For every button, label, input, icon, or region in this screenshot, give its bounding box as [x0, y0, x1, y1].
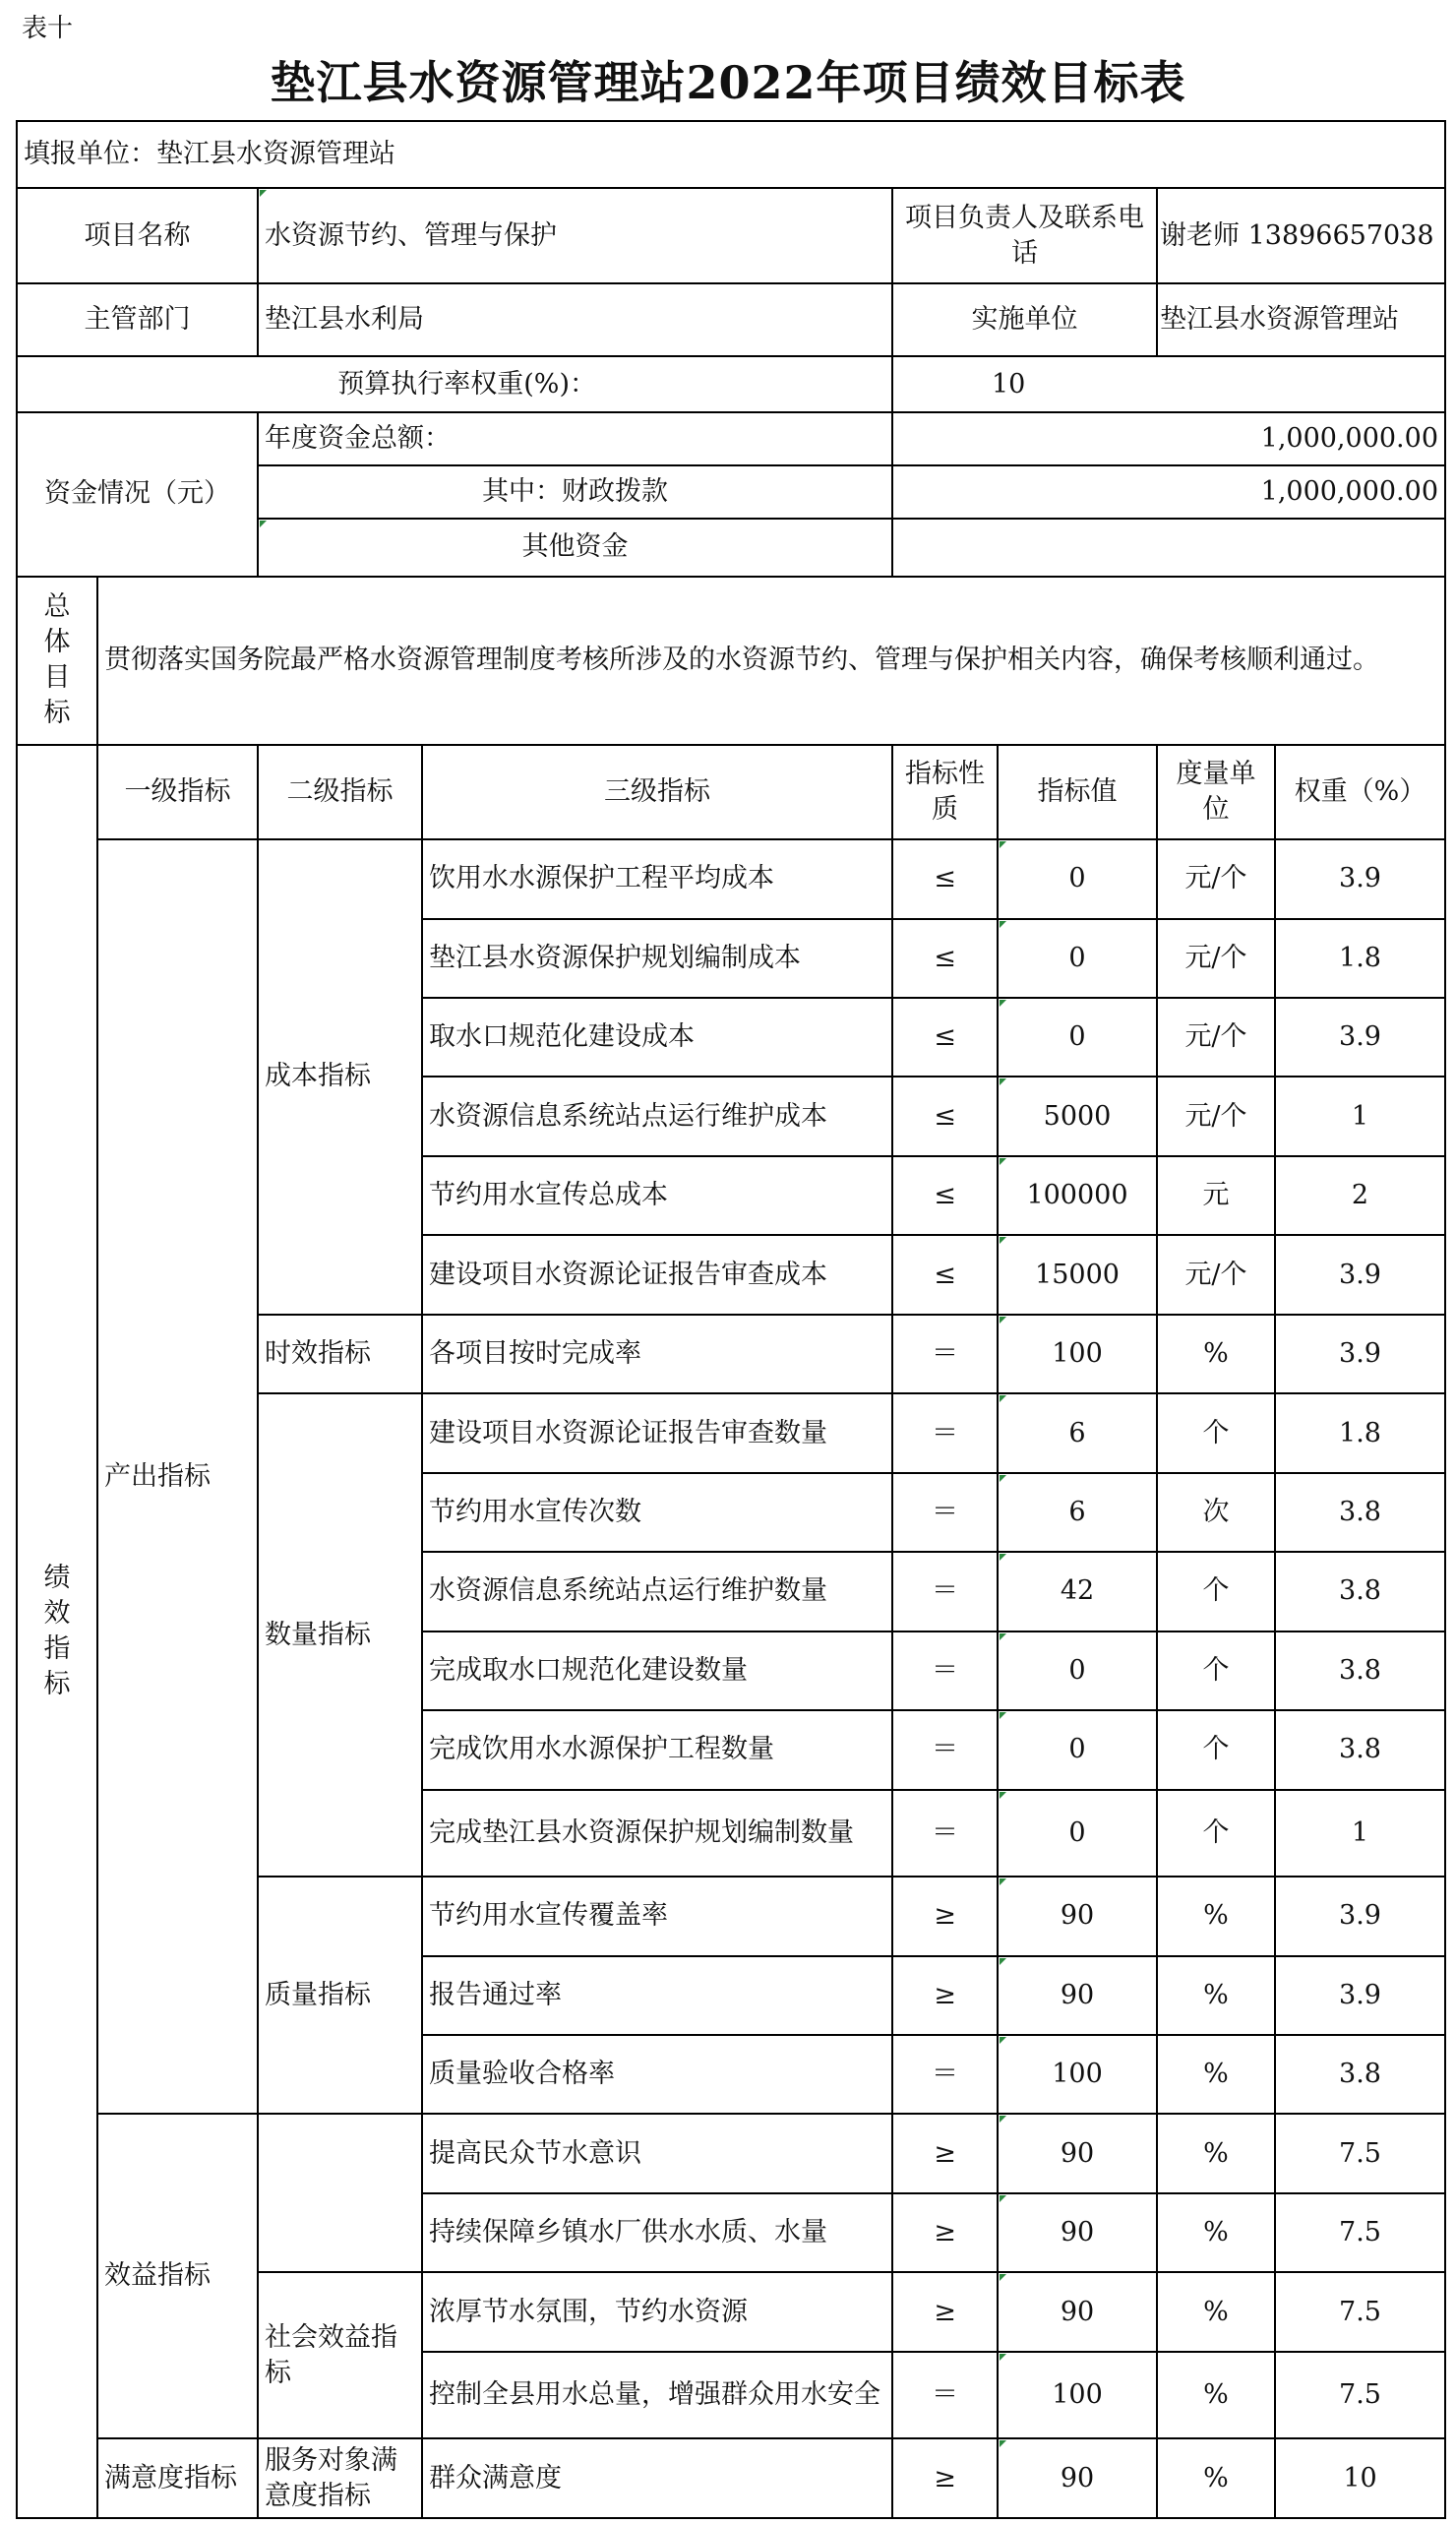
indicator-unit: 元: [1157, 1156, 1275, 1235]
indicator-value: 90: [998, 1877, 1157, 1955]
funds-label-text: 资金情况（元）: [44, 478, 230, 510]
indicator-name: 提高民众节水意识: [422, 2114, 892, 2192]
funds-fiscal-label: 其中：财政拨款: [258, 465, 892, 519]
indicator-weight: 7.5: [1275, 2352, 1445, 2439]
indicator-nature: ≥: [892, 1877, 998, 1955]
indicator-weight: 1: [1275, 1077, 1445, 1155]
indicator-value: 90: [998, 2438, 1157, 2518]
indicator-name: 持续保障乡镇水厂供水水质、水量: [422, 2193, 892, 2272]
group-benefit-blank: [258, 2114, 422, 2272]
indicator-name: 完成取水口规范化建设数量: [422, 1631, 892, 1710]
indicator-unit: 元/个: [1157, 919, 1275, 998]
indicator-name: 控制全县用水总量，增强群众用水安全: [422, 2352, 892, 2439]
indicator-unit: %: [1157, 2438, 1275, 2518]
indicator-value: 0: [998, 1790, 1157, 1878]
indicator-unit: 个: [1157, 1710, 1275, 1789]
indicator-nature: ＝: [892, 1393, 998, 1472]
group-service: 服务对象满意度指标: [258, 2438, 422, 2518]
indicator-weight: 10: [1275, 2438, 1445, 2518]
funds-total-label: 年度资金总额：: [258, 412, 892, 465]
indicator-value: 6: [998, 1393, 1157, 1472]
table-row: [17, 2114, 1445, 2192]
group-satisfaction: 满意度指标: [97, 2438, 258, 2518]
indicator-nature: ≤: [892, 919, 998, 998]
indicator-unit: %: [1157, 1315, 1275, 1393]
budget-weight-value: 10: [892, 356, 1445, 411]
indicator-nature: ≥: [892, 2438, 998, 2518]
indicator-nature: ≤: [892, 1235, 998, 1314]
group-quantity: 数量指标: [258, 1393, 422, 1877]
project-name-label: 项目名称: [17, 188, 258, 283]
indicator-nature: ≥: [892, 2272, 998, 2351]
indicator-name: 浓厚节水氛围，节约水资源: [422, 2272, 892, 2351]
dept-value: 垫江县水利局: [258, 283, 892, 356]
indicator-weight: 1.8: [1275, 919, 1445, 998]
table-row: [17, 839, 1445, 918]
indicator-weight: 3.8: [1275, 1710, 1445, 1789]
indicator-nature: ＝: [892, 1790, 998, 1878]
indicator-value: 6: [998, 1473, 1157, 1552]
indicator-unit: 个: [1157, 1393, 1275, 1472]
indicator-value: 0: [998, 839, 1157, 918]
indicator-unit: 个: [1157, 1552, 1275, 1631]
overall-goal-label: [17, 577, 97, 745]
indicator-nature: ≤: [892, 1156, 998, 1235]
indicator-unit: 个: [1157, 1631, 1275, 1710]
indicator-value: 0: [998, 1710, 1157, 1789]
indicator-name: 水资源信息系统站点运行维护成本: [422, 1077, 892, 1155]
indicator-value: 90: [998, 2272, 1157, 2351]
indicator-name: 饮用水水源保护工程平均成本: [422, 839, 892, 918]
indicator-nature: ≥: [892, 1956, 998, 2035]
indicator-value: 100: [998, 2035, 1157, 2114]
funds-fiscal-value: 1,000,000.00: [892, 465, 1445, 519]
header-level2: 二级指标: [258, 745, 422, 840]
indicator-unit: %: [1157, 2193, 1275, 2272]
indicator-nature: ＝: [892, 2352, 998, 2439]
indicator-weight: 1: [1275, 1790, 1445, 1878]
overall-goal-text: 贯彻落实国务院最严格水资源管理制度考核所涉及的水资源节约、管理与保护相关内容，确保考核顺利通过。: [97, 577, 1445, 745]
indicator-value: 0: [998, 1631, 1157, 1710]
indicator-nature: ＝: [892, 1473, 998, 1552]
header-unit: 度量单位: [1157, 745, 1275, 840]
indicator-value: 15000: [998, 1235, 1157, 1314]
indicator-nature: ＝: [892, 2035, 998, 2114]
indicator-name: 垫江县水资源保护规划编制成本: [422, 919, 892, 998]
indicator-value: 42: [998, 1552, 1157, 1631]
indicator-nature: ＝: [892, 1315, 998, 1393]
indicator-nature: ≥: [892, 2114, 998, 2192]
indicator-name: 完成饮用水水源保护工程数量: [422, 1710, 892, 1789]
performance-indicators-label: [17, 745, 97, 2518]
indicator-weight: 3.9: [1275, 839, 1445, 918]
indicator-name: 建设项目水资源论证报告审查成本: [422, 1235, 892, 1314]
page-title: 垫江县水资源管理站2022年项目绩效目标表: [270, 56, 1186, 109]
impl-value: 垫江县水资源管理站: [1157, 283, 1445, 356]
indicator-weight: 1.8: [1275, 1393, 1445, 1472]
indicator-weight: 3.9: [1275, 1877, 1445, 1955]
indicator-name: 质量验收合格率: [422, 2035, 892, 2114]
budget-weight-label: 预算执行率权重(%)：: [17, 356, 892, 411]
indicator-nature: ＝: [892, 1631, 998, 1710]
indicator-nature: ≤: [892, 1077, 998, 1155]
overall-goal-label-text: 总体目标: [43, 591, 71, 729]
performance-goal-table: [16, 120, 1446, 2519]
indicator-weight: 3.9: [1275, 1315, 1445, 1393]
indicator-weight: 3.8: [1275, 1473, 1445, 1552]
funds-total-value: 1,000,000.00: [892, 412, 1445, 465]
indicator-name: 各项目按时完成率: [422, 1315, 892, 1393]
indicator-name: 建设项目水资源论证报告审查数量: [422, 1393, 892, 1472]
indicator-name: 水资源信息系统站点运行维护数量: [422, 1552, 892, 1631]
indicator-weight: 7.5: [1275, 2114, 1445, 2192]
header-nature: 指标性质: [892, 745, 998, 840]
indicator-weight: 2: [1275, 1156, 1445, 1235]
indicator-weight: 7.5: [1275, 2193, 1445, 2272]
indicator-value: 0: [998, 919, 1157, 998]
indicator-weight: 3.8: [1275, 2035, 1445, 2114]
indicator-unit: 个: [1157, 1790, 1275, 1878]
indicator-nature: ≤: [892, 998, 998, 1077]
indicator-nature: ≤: [892, 839, 998, 918]
indicator-name: 报告通过率: [422, 1956, 892, 2035]
indicator-weight: 3.9: [1275, 998, 1445, 1077]
indicator-value: 5000: [998, 1077, 1157, 1155]
group-time: 时效指标: [258, 1315, 422, 1393]
table-number-label: 表十: [22, 14, 74, 43]
indicator-value: 90: [998, 1956, 1157, 2035]
indicator-weight: 3.8: [1275, 1631, 1445, 1710]
indicator-nature: ≥: [892, 2193, 998, 2272]
project-leader-label: 项目负责人及联系电话: [892, 188, 1157, 283]
group-quality: 质量指标: [258, 1877, 422, 2114]
indicator-name: 节约用水宣传总成本: [422, 1156, 892, 1235]
indicator-unit: %: [1157, 2114, 1275, 2192]
indicator-unit: %: [1157, 1877, 1275, 1955]
funds-other-value: [892, 519, 1445, 576]
project-name-value: 水资源节约、管理与保护: [258, 188, 892, 283]
fill-unit: 填报单位：垫江县水资源管理站: [17, 121, 1445, 188]
indicator-value: 0: [998, 998, 1157, 1077]
indicator-name: 完成垫江县水资源保护规划编制数量: [422, 1790, 892, 1878]
group-social: 社会效益指标: [258, 2272, 422, 2438]
indicator-unit: 次: [1157, 1473, 1275, 1552]
indicator-unit: %: [1157, 2352, 1275, 2439]
group-cost: 成本指标: [258, 839, 422, 1315]
project-leader-value: 谢老师 13896657038: [1157, 188, 1445, 283]
performance-indicators-label-text: 绩效指标: [43, 1562, 71, 1699]
indicator-nature: ＝: [892, 1552, 998, 1631]
indicator-name: 节约用水宣传次数: [422, 1473, 892, 1552]
header-level1: 一级指标: [97, 745, 258, 840]
indicator-unit: %: [1157, 1956, 1275, 2035]
indicator-unit: %: [1157, 2272, 1275, 2351]
indicator-unit: %: [1157, 2035, 1275, 2114]
dept-label: 主管部门: [17, 283, 258, 356]
indicator-weight: 7.5: [1275, 2272, 1445, 2351]
group-benefit: 效益指标: [97, 2114, 258, 2438]
indicator-weight: 3.9: [1275, 1956, 1445, 2035]
indicator-unit: 元/个: [1157, 998, 1275, 1077]
indicator-unit: 元/个: [1157, 1077, 1275, 1155]
indicator-weight: 3.9: [1275, 1235, 1445, 1314]
funds-label: [17, 412, 258, 577]
header-value: 指标值: [998, 745, 1157, 840]
indicator-nature: ＝: [892, 1710, 998, 1789]
group-output: 产出指标: [97, 839, 258, 2114]
funds-other-label: 其他资金: [258, 519, 892, 576]
indicator-name: 取水口规范化建设成本: [422, 998, 892, 1077]
indicator-weight: 3.8: [1275, 1552, 1445, 1631]
indicator-name: 群众满意度: [422, 2438, 892, 2518]
indicator-value: 90: [998, 2193, 1157, 2272]
indicator-name: 节约用水宣传覆盖率: [422, 1877, 892, 1955]
header-weight: 权重（%）: [1275, 745, 1445, 840]
table-row: [17, 2438, 1445, 2518]
impl-label: 实施单位: [892, 283, 1157, 356]
indicator-value: 100: [998, 1315, 1157, 1393]
indicator-value: 100: [998, 2352, 1157, 2439]
header-level3: 三级指标: [422, 745, 892, 840]
indicator-value: 90: [998, 2114, 1157, 2192]
indicator-value: 100000: [998, 1156, 1157, 1235]
indicator-unit: 元/个: [1157, 1235, 1275, 1314]
indicator-unit: 元/个: [1157, 839, 1275, 918]
